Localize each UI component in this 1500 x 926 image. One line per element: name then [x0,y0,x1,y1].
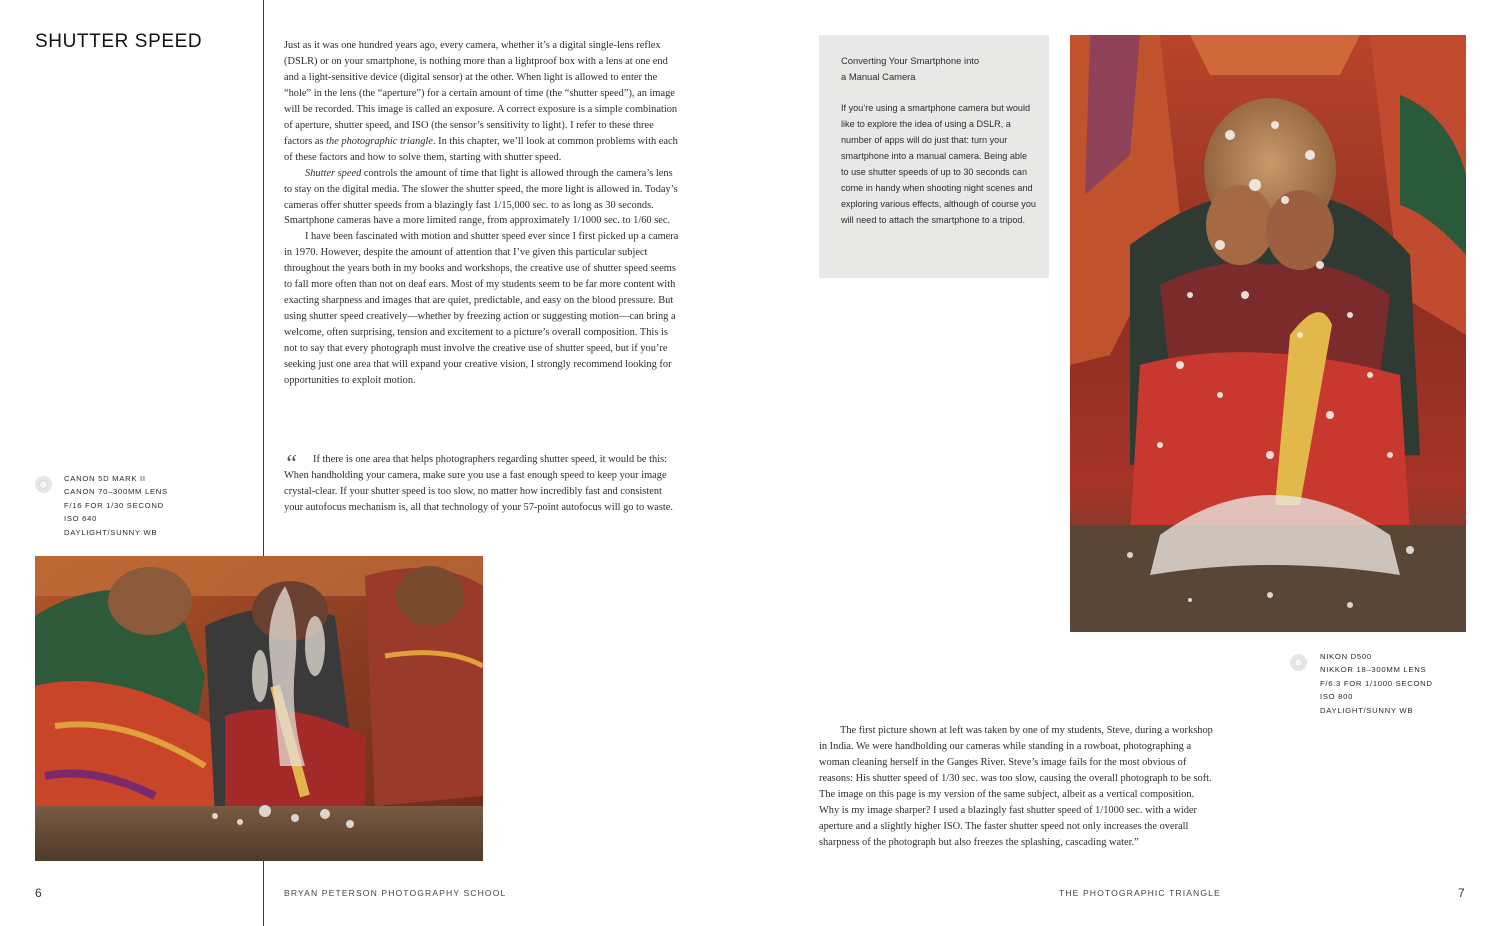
photo-caption-left [64,472,168,539]
quote-mark-icon: “ [284,451,298,477]
body-paragraph [284,229,679,389]
body-paragraph [284,166,679,230]
sidebar-box [819,35,1049,278]
pull-quote [284,452,679,516]
running-footer-left: BRYAN PETERSON PHOTOGRAPHY SCHOOL [284,888,507,898]
right-text-column [819,723,1215,851]
sidebar-body: If you’re using a smartphone camera but would like to explore the idea of using a DSLR, a number of apps will do just that: turn your smartphone into a manual camera. Being able to use shutter speeds of up to 30 seconds can come in handy when shooting night scenes and exploring various effects, although of course you will need to attach the smartphone to a tripod. [841,102,1036,225]
caption-iso: ISO 800 [1320,692,1354,702]
photo-woman-splashing-water [1070,35,1466,632]
chapter-title: SHUTTER SPEED [35,31,203,52]
running-footer-right: THE PHOTOGRAPHIC TRIANGLE [1059,888,1221,898]
aperture-icon [1290,654,1307,671]
sidebar-title-line: Converting Your Smartphone into [841,55,980,66]
paragraph-run: Just as it was one hundred years ago, every camera, whether it’s a digital single-lens reflex (DSLR) or on your smartphone, is nothing more than a lightproof box with a lens at one end and a light-sensitive device (digital sensor) at the other. When light is allowed to enter the “hole” in the lens (the “aperture”) for a certain amount of time (the “shutter speed”), an image will be recorded. This image is called an exposure. A correct exposure is a simple combination of aperture, shutter speed, and ISO (the sensor’s sensitivity to light). I refer to these three factors as [284,40,678,147]
page-number-left: 6 [35,886,42,900]
aperture-icon [35,476,52,493]
photo-caption-right [1320,650,1433,717]
caption-lens: CANON 70–300MM LENS [64,487,168,497]
photo-women-bathing-ganges [35,556,483,861]
caption-camera: NIKON D500 [1320,652,1372,661]
sidebar-title-line: a Manual Camera [841,70,916,82]
paragraph-run: . In this chapter, we’ll look at common problems with each of these factors and how to solve them, starting with shutter speed. [284,135,678,163]
caption-lens: NIKKOR 18–300MM LENS [1320,665,1427,675]
caption-iso: ISO 640 [64,514,98,524]
body-paragraph: The first picture shown at left was taken by one of my students, Steve, during a workshop in India. We were handholding our cameras while standing in a rowboat, photographing a woman cleaning herself in the Ganges River. Steve’s image fails for the most obvious of reasons: His shutter speed of 1/30 sec. was too slow, causing the overall photograph to be soft. The image on this page is my version of the same subject, albeit as a vertical composition. Why is my image sharper? I used a blazingly fast shutter speed of 1/1000 sec. with a wider aperture and a slightly higher ISO. The faster shutter speed not only increases the overall sharpness of the photograph but also freezes the splashing, cascading water.” [819,725,1213,848]
paragraph-run: I have been fascinated with motion and shutter speed ever since I first picked up a camera in 1970. However, despite the amount of attention that I’ve given this particular subject throughout the years both in my books and workshops, the creative use of shutter speed seems to fall more often than not on deaf ears. Most of my students seem to be far more content with exacting sharpness and images that are quiet, predictable, and easy on the blood pressure. But using shutter speed creatively—whether by freezing action or suggesting motion—can bring a welcome, often surprising, tension and excitement to a picture’s overall composition. This is not to say that every photograph must involve the creative use of shutter speed, but if you’re seeking just one area that will expand your creative vision, I strongly recommend looking for opportunities to exploit motion. [284,231,679,387]
paragraph-run: controls the amount of time that light is allowed through the camera’s lens to stay on the digital media. The slower the shutter speed, the more light is allowed in. Today’s cameras offer shutter speeds from a blazingly fast 1/15,000 sec. to as long as 30 seconds. Smartphone cameras have a more limited range, from approximately 1/1000 sec. to 1/60 sec. [284,167,678,227]
emphasized-term: Shutter speed [305,167,362,179]
caption-exposure: F/16 FOR 1/30 SECOND [64,500,164,510]
caption-exposure: F/6.3 FOR 1/1000 SECOND [1320,678,1433,688]
pull-quote-text: If there is one area that helps photographers regarding shutter speed, it would be this: When handholding your camera, make sure you use a fast enough speed to keep your image crystal-clear. If your shutter speed is too slow, no matter how incredibly fast and consistent your autofocus mechanism is, all that technology of your 57-point autofocus will go to waste. [284,454,673,513]
caption-white-balance: DAYLIGHT/SUNNY WB [64,527,158,537]
main-text-column [284,38,679,389]
emphasized-term: the photographic triangle [326,135,433,147]
sidebar-title [841,53,1037,85]
body-paragraph [284,38,679,166]
caption-white-balance: DAYLIGHT/SUNNY WB [1320,705,1414,715]
caption-camera: CANON 5D MARK II [64,474,146,483]
page-number-right: 7 [1458,886,1465,900]
